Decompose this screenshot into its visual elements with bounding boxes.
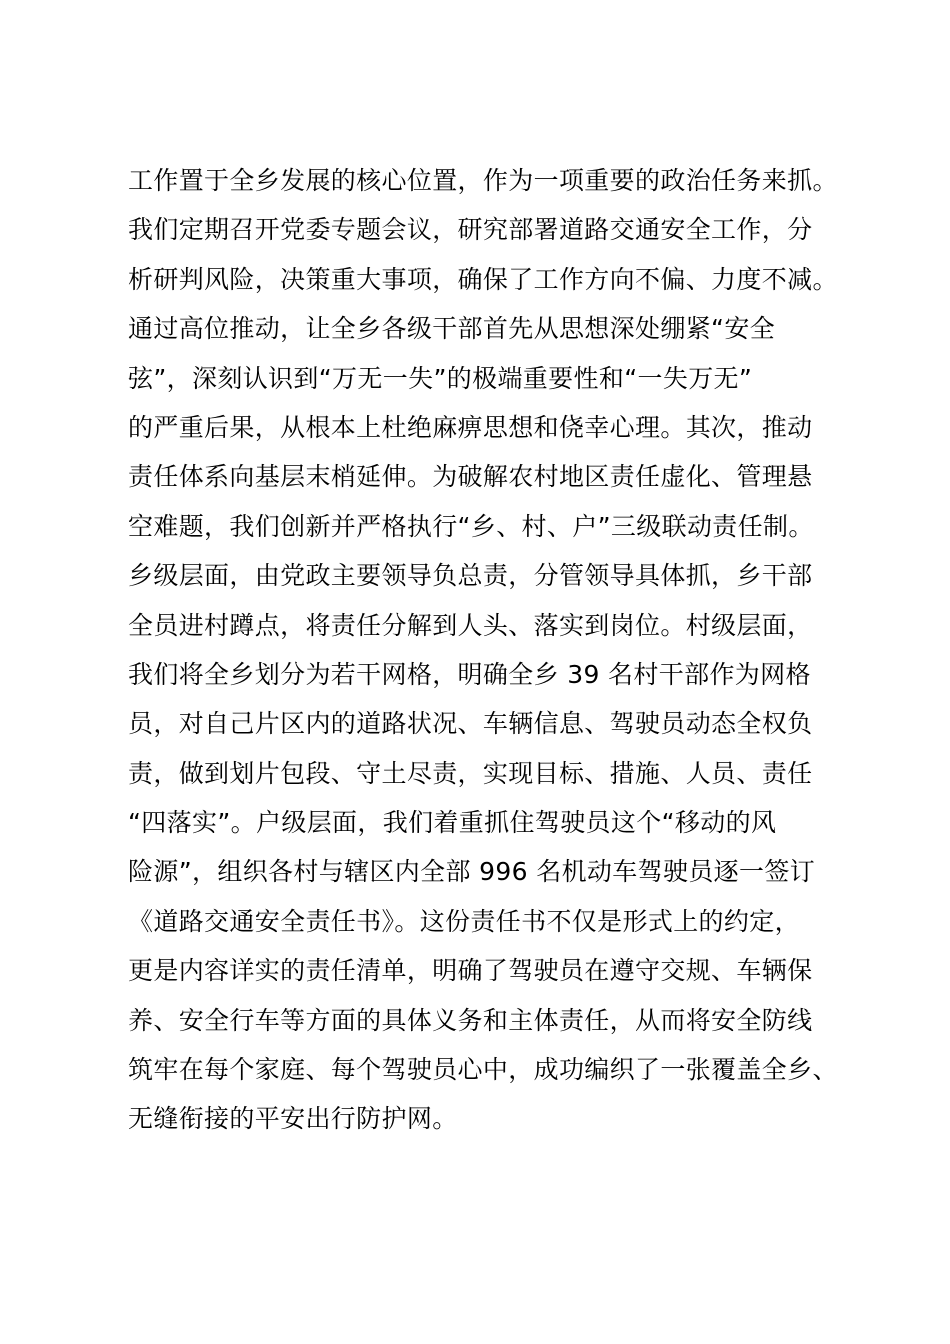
text-line: 的严重后果，从根本上杜绝麻痹思想和侥幸心理。其次，推动 xyxy=(128,412,813,442)
text-line: 更是内容详实的责任清单，明确了驾驶员在遵守交规、车辆保 xyxy=(128,956,813,986)
text-line: 析研判风险，决策重大事项，确保了工作方向不偏、力度不减。 xyxy=(128,264,838,294)
text-line: “四落实”。户级层面，我们着重抓住驾驶员这个“移动的风 xyxy=(128,808,777,838)
text-line: 我们将全乡划分为若干网格，明确全乡 39 名村干部作为网格 xyxy=(128,659,811,689)
text-line: 我们定期召开党委专题会议，研究部署道路交通安全工作，分 xyxy=(128,215,813,245)
text-line: 通过高位推动，让全乡各级干部首先从思想深处绷紧“安全 xyxy=(128,314,776,344)
text-line: 筑牢在每个家庭、每个驾驶员心中，成功编织了一张覆盖全乡、 xyxy=(128,1055,838,1085)
text-line: 员，对自己片区内的道路状况、车辆信息、驾驶员动态全权负 xyxy=(128,709,813,739)
body-text xyxy=(128,156,840,1144)
text-line: 无缝衔接的平安出行防护网。 xyxy=(128,1104,458,1134)
text-line: 乡级层面，由党政主要领导负总责，分管领导具体抓，乡干部 xyxy=(128,561,813,591)
text-line: 空难题，我们创新并严格执行“乡、村、户”三级联动责任制。 xyxy=(128,511,814,541)
text-line: 《道路交通安全责任书》。这份责任书不仅是形式上的约定， xyxy=(128,906,800,936)
text-line: 养、安全行车等方面的具体义务和主体责任，从而将安全防线 xyxy=(128,1005,813,1035)
text-line: 弦”，深刻认识到“万无一失”的极端重要性和“一失万无” xyxy=(128,363,753,393)
text-line: 险源”，组织各村与辖区内全部 996 名机动车驾驶员逐一签订 xyxy=(128,857,816,887)
text-line: 工作置于全乡发展的核心位置，作为一项重要的政治任务来抓。 xyxy=(128,166,838,195)
text-line: 全员进村蹲点，将责任分解到人头、落实到岗位。村级层面， xyxy=(128,610,813,640)
text-line: 责任体系向基层末梢延伸。为破解农村地区责任虚化、管理悬 xyxy=(128,462,813,492)
text-line: 责，做到划片包段、守土尽责，实现目标、措施、人员、责任 xyxy=(128,758,813,788)
